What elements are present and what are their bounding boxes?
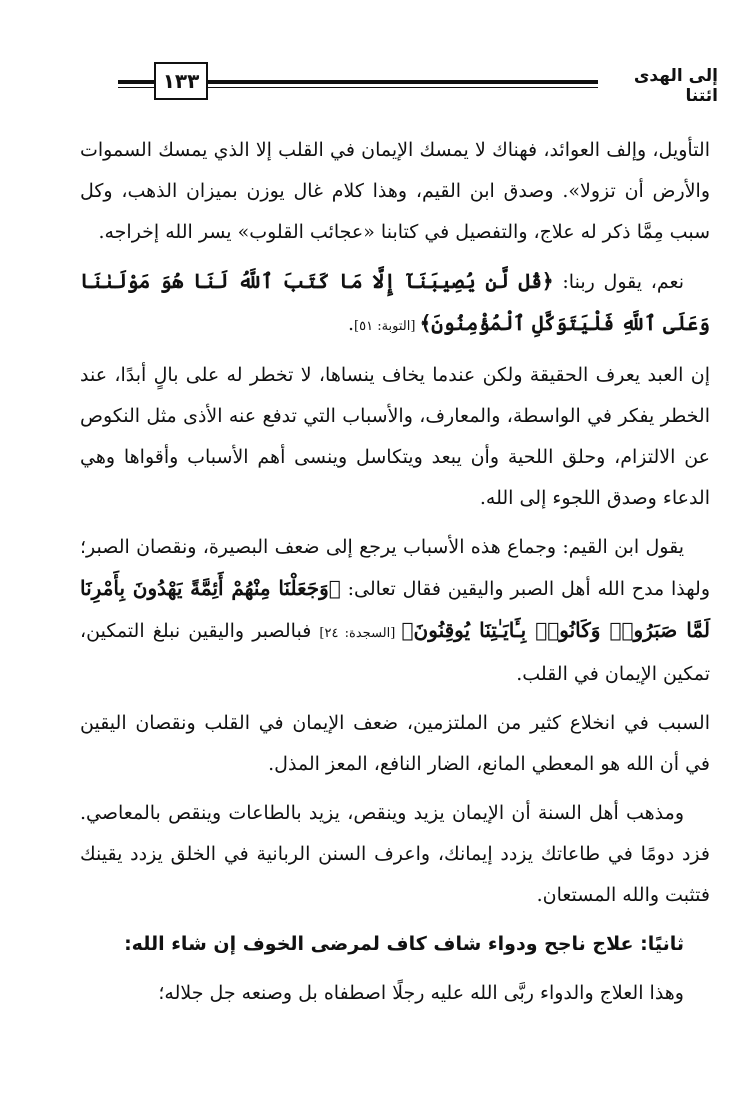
paragraph-1: التأويل، وإلف العوائد، فهناك لا يمسك الإيمان في القلب إلا الذي يمسك السموات والأرض أن تزولا». وصدق ابن القيم، وهذا كلام غال يوزن بميزان الذهب، وكل سبب مِمَّا ذكر له علاج، والتفصيل في كتابنا «عجائب القلوب» يسر الله إخراجه. (80, 139, 710, 243)
quran-verse-sajdah: ﴿وَجَعَلْنَا مِنْهُمْ أَئِمَّةً يَهْدُونَ بِأَمْرِنَا لَمَّا صَبَرُوا۟ وَكَانُوا۟ بِـَٔايَـٰتِنَا يُوقِنُونَ﴾ (80, 576, 711, 642)
page-number: ١٣٣ (154, 62, 208, 100)
paragraph-7: وهذا العلاج والدواء ربَّى الله عليه رجلًا اصطفاه بل وصنعه جل جلاله؛ (158, 982, 684, 1004)
paragraph-4 (80, 527, 710, 695)
verse-reference-tawbah: [التوبة: ٥١] (354, 319, 420, 334)
paragraph-2-intro: نعم، يقول ربنا: (553, 271, 684, 293)
paragraph-5: السبب في انخلاع كثير من الملتزمين، ضعف الإيمان في القلب ونقصان اليقين في أن الله هو المعطي المانع، الضار النافع، المعز المذل. (80, 712, 710, 775)
paragraph-6: ومذهب أهل السنة أن الإيمان يزيد وينقص، يزيد بالطاعات وينقص بالمعاصي. فزد دومًا في طاعاتك يزدد إيمانك، واعرف السنن الربانية في الخلق يزدد يقينك فتثبت والله المستعان. (80, 802, 710, 906)
verse-reference-sajdah: [السجدة: ٢٤] (319, 626, 402, 641)
paragraph-2 (80, 261, 710, 347)
section-subheading: ثانيًا: علاج ناجح ودواء شاف كاف لمرضى الخوف إن شاء الله: (124, 933, 684, 955)
paragraph-4-intro: يقول ابن القيم: وجماع هذه الأسباب يرجع إلى ضعف البصيرة، ونقصان الصبر؛ ولهذا مدح الله أهل الصبر واليقين فقال تعالى: (80, 536, 711, 600)
header-rule-middle (206, 80, 598, 84)
quran-verse-tawbah: ﴿قُل لَّن يُصِيبَنَآ إِلَّا مَا كَتَبَ ٱللَّهُ لَنَا هُوَ مَوْلَىٰنَا وَعَلَى ٱللَّهِ فَلْيَتَوَكَّلِ ٱلْمُؤْمِنُونَ﴾ (80, 269, 710, 335)
running-title: إلى الهدى ائتنا (633, 66, 718, 106)
body-text (80, 130, 710, 1022)
header-rule-left-thin (118, 87, 154, 88)
paragraph-3: إن العبد يعرف الحقيقة ولكن عندما يخاف ينساها، لا تخطر له على بالٍ أبدًا، عند الخطر يفكر في الواسطة، والمعارف، والأسباب التي تدفع عنه الأذى مثل النكوص عن الالتزام، وحلق اللحية وأن يبعد ويتكاسل وينسى أهم الأسباب وأقواها وهي الدعاء وصدق اللجوء إلى الله. (80, 364, 710, 509)
paragraph-2-end: . (347, 313, 355, 335)
paragraph-4-end: فبالصبر واليقين نبلغ التمكين، تمكين الإيمان في القلب. (80, 620, 710, 685)
header-rule-middle-thin (206, 87, 598, 88)
running-header (118, 62, 718, 106)
header-rule-left (118, 80, 154, 84)
